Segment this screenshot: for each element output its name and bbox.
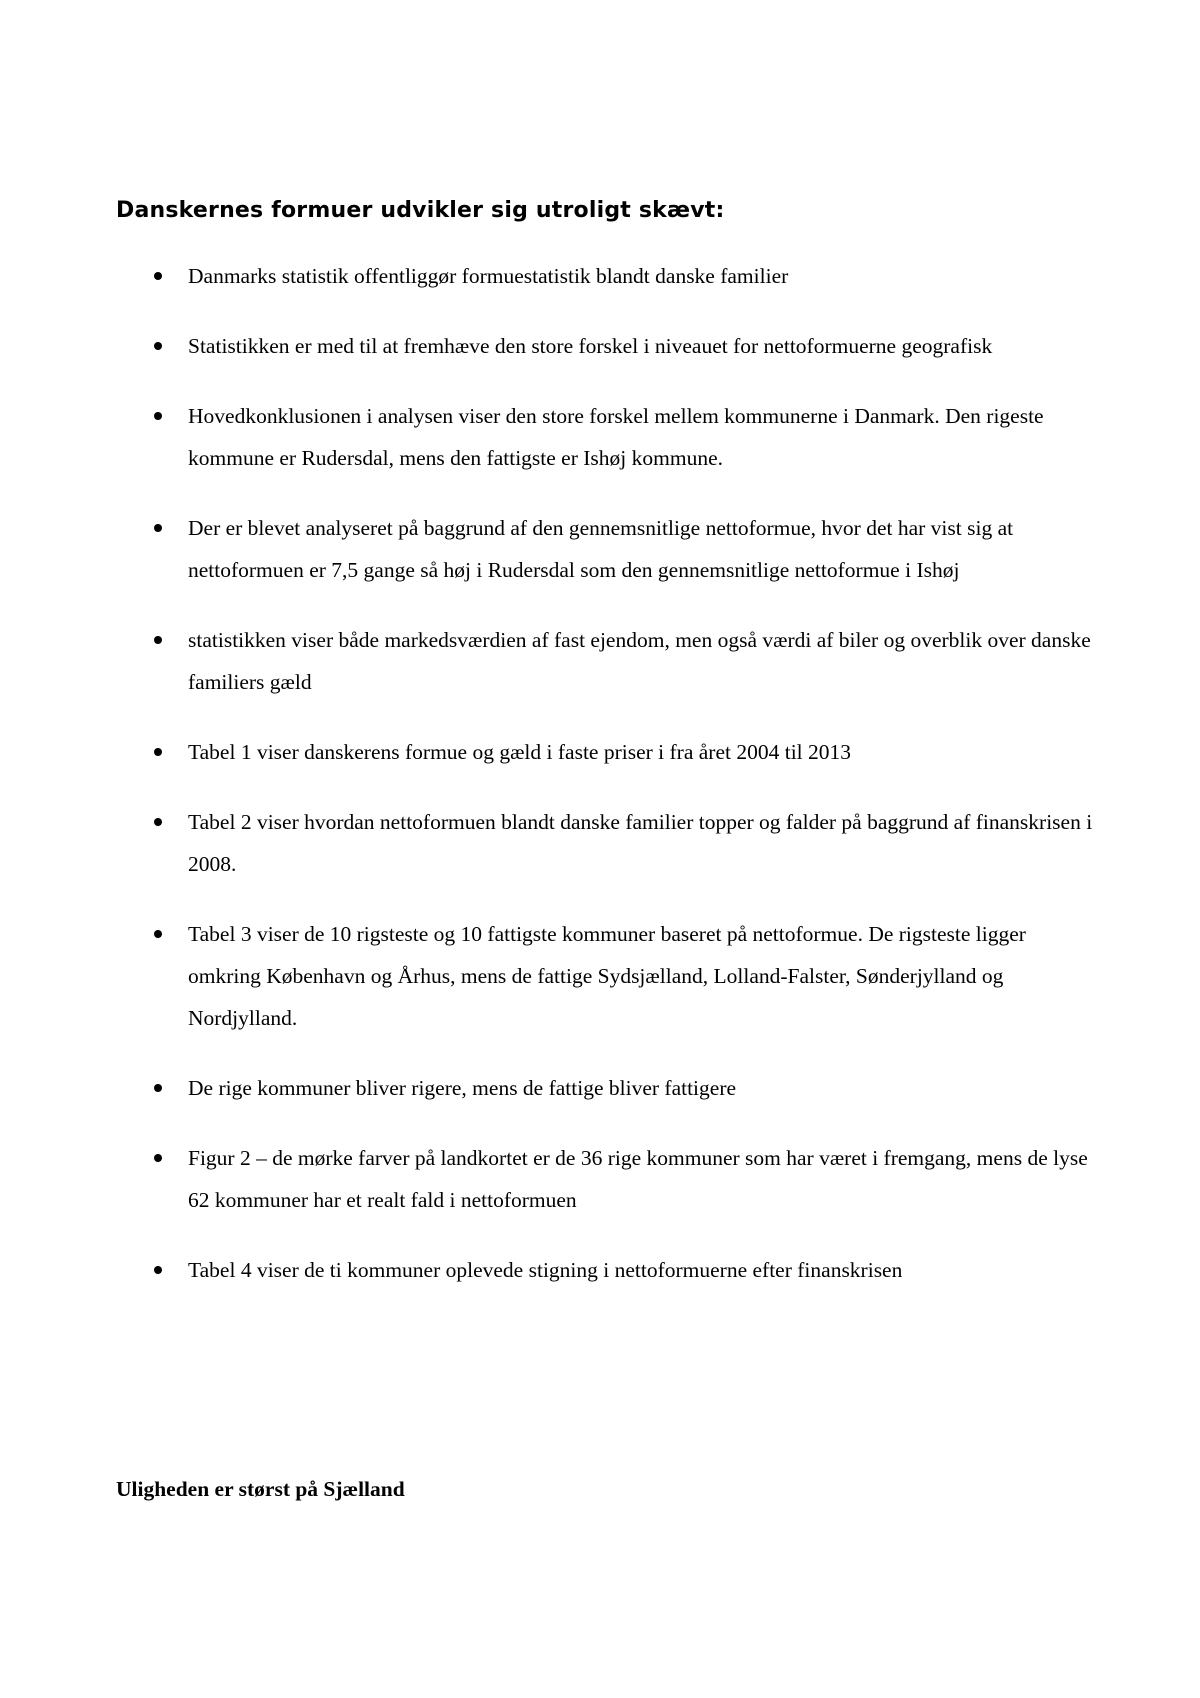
bullet-icon [154,272,162,280]
list-item [116,801,1096,885]
list-item [116,1067,1096,1109]
document-heading: Danskernes formuer udvikler sig utroligt skævt: [116,198,725,223]
list-item-text: Figur 2 – de mørke farver på landkortet er de 36 rige kommuner som har været i fremgang, mens de lyse 62 kommuner har et realt fald i nettoformuen [188,1146,1088,1212]
list-item [116,619,1096,703]
bullet-icon [154,412,162,420]
list-item [116,395,1096,479]
bullet-list [116,255,1096,1319]
list-item [116,507,1096,591]
list-item-text: Statistikken er med til at fremhæve den store forskel i niveauet for nettoformuerne geografisk [188,334,993,358]
bullet-icon [154,524,162,532]
bullet-icon [154,1154,162,1162]
bullet-icon [154,1266,162,1274]
list-item-text: Hovedkonklusionen i analysen viser den store forskel mellem kommunerne i Danmark. Den rigeste kommune er Rudersdal, mens den fattigste er Ishøj kommune. [188,404,1044,470]
bullet-icon [154,930,162,938]
document-subheading: Uligheden er størst på Sjælland [116,1477,405,1501]
list-item-text: Der er blevet analyseret på baggrund af den gennemsnitlige nettoformue, hvor det har vist sig at nettoformuen er 7,5 gange så høj i Rudersdal som den gennemsnitlige nettoformue i Ishøj [188,516,1014,582]
list-item-text: Tabel 4 viser de ti kommuner oplevede stigning i nettoformuerne efter finanskrisen [188,1258,903,1282]
list-item-text: De rige kommuner bliver rigere, mens de fattige bliver fattigere [188,1076,737,1100]
bullet-icon [154,636,162,644]
list-item [116,913,1096,1039]
list-item [116,731,1096,773]
list-item-text: Danmarks statistik offentliggør formuestatistik blandt danske familier [188,264,789,288]
list-item [116,325,1096,367]
list-item [116,1137,1096,1221]
list-item-text: Tabel 3 viser de 10 rigsteste og 10 fattigste kommuner baseret på nettoformue. De rigsteste ligger omkring København og Århus, mens de fattige Sydsjælland, Lolland-Falster, Sønderjylland og Nordjylland. [188,922,1026,1030]
list-item [116,1249,1096,1291]
list-item-text: Tabel 1 viser danskerens formue og gæld i faste priser i fra året 2004 til 2013 [188,740,852,764]
list-item-text: statistikken viser både markedsværdien af fast ejendom, men også værdi af biler og overblik over danske familiers gæld [188,628,1091,694]
list-item-text: Tabel 2 viser hvordan nettoformuen blandt danske familier topper og falder på baggrund af finanskrisen i 2008. [188,810,1093,876]
bullet-icon [154,1084,162,1092]
bullet-icon [154,748,162,756]
bullet-icon [154,342,162,350]
bullet-icon [154,818,162,826]
list-item [116,255,1096,297]
